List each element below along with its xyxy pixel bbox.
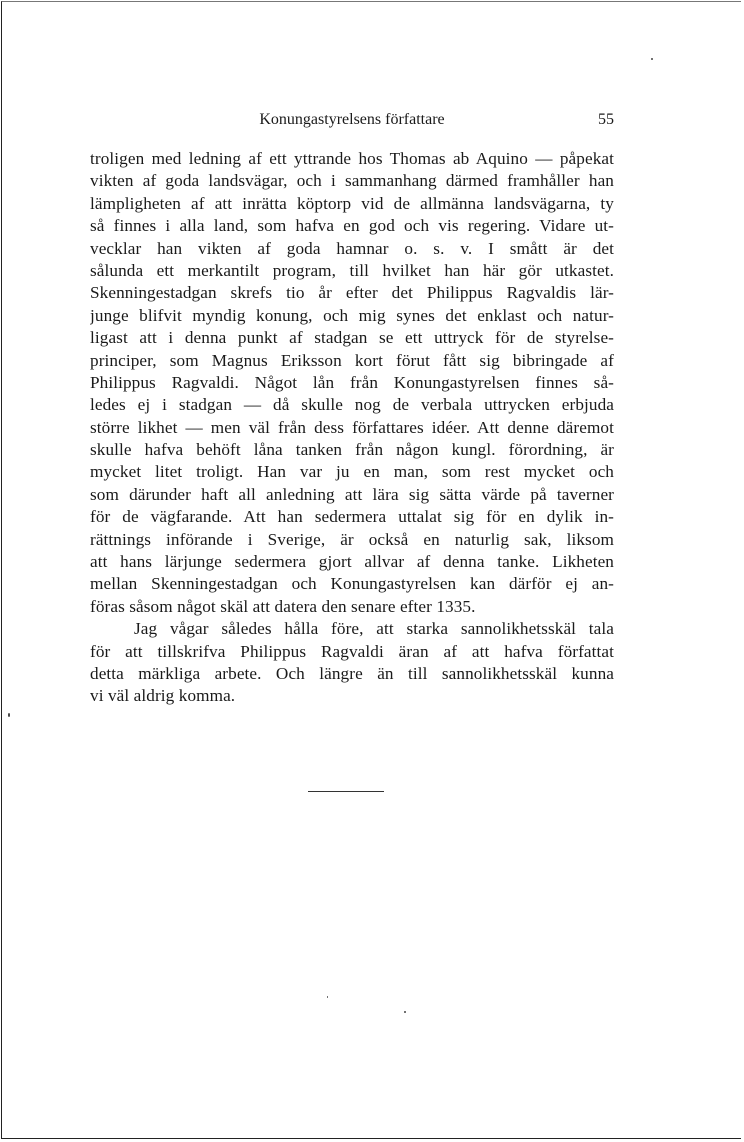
text-line: som därunder haft all anledning att lära sig sätta värde på taverner bbox=[90, 484, 614, 504]
page-header bbox=[90, 111, 614, 133]
text-line: mycket litet troligt. Han var ju en man, som rest mycket och bbox=[90, 462, 614, 482]
body-text bbox=[90, 148, 614, 708]
text-line: vi väl aldrig komma. bbox=[90, 686, 236, 706]
paragraph-1 bbox=[90, 148, 614, 618]
text-line: detta märkliga arbete. Och längre än till sannolikhetsskäl kunna bbox=[90, 663, 614, 683]
text-line: mellan Skenningestadgan och Konungastyrelsen kan därför ej an- bbox=[90, 574, 614, 594]
text-line: ledes ej i stadgan — då skulle nog de verbala uttrycken erbjuda bbox=[90, 395, 614, 415]
scan-speck bbox=[404, 1011, 406, 1013]
text-line: att hans lärjunge sedermera gjort allvar af denna tanke. Likheten bbox=[90, 552, 614, 572]
text-line: junge blifvit myndig konung, och mig synes det enklast och natur- bbox=[90, 305, 614, 325]
text-line: föras såsom något skäl att datera den senare efter 1335. bbox=[90, 596, 476, 616]
scan-speck bbox=[651, 58, 653, 60]
scan-speck bbox=[327, 996, 328, 998]
running-title: Konungastyrelsens författare bbox=[259, 111, 445, 128]
text-line: för att tillskrifva Philippus Ragvaldi äran af att hafva författat bbox=[90, 641, 614, 661]
text-line: ligast att i denna punkt af stadgan se ett uttryck för de styrelse- bbox=[90, 328, 614, 348]
text-line: skulle hafva behöft låna tanken från någon kungl. förordning, är bbox=[90, 440, 614, 460]
text-line: Philippus Ragvaldi. Något lån från Konungastyrelsen finnes så- bbox=[90, 372, 614, 392]
scan-speck bbox=[8, 713, 10, 717]
paragraph-2 bbox=[90, 618, 614, 708]
text-line: Skenningestadgan skrefs tio år efter det Philippus Ragvaldis lär- bbox=[90, 283, 614, 303]
text-line: för de vägfarande. Att han sedermera uttalat sig för en dylik in- bbox=[90, 507, 614, 527]
text-line: så finnes i alla land, som hafva en god och vis regering. Vidare ut- bbox=[90, 216, 614, 236]
text-line: vikten af goda landsvägar, och i sammanhang därmed framhåller han bbox=[90, 171, 614, 191]
text-line: vecklar han vikten af goda hamnar o. s. v. I smått är det bbox=[90, 238, 614, 258]
text-line: troligen med ledning af ett yttrande hos Thomas ab Aquino — påpekat bbox=[90, 149, 614, 168]
text-line: rättnings införande i Sverige, är också en naturlig sak, liksom bbox=[90, 529, 614, 549]
text-line: större likhet — men väl från dess författares idéer. Att denne däremot bbox=[90, 417, 614, 437]
section-end-rule bbox=[308, 791, 384, 792]
page-number: 55 bbox=[598, 111, 614, 128]
text-line: principer, som Magnus Eriksson kort förut fått sig bibringade af bbox=[90, 350, 614, 370]
text-line: lämpligheten af att inrätta köptorp vid de allmänna landsvägarna, ty bbox=[90, 193, 614, 213]
text-line: Jag vågar således hålla före, att starka sannolikhetsskäl tala bbox=[134, 619, 614, 639]
text-line: sålunda ett merkantilt program, till hvilket han här gör utkastet. bbox=[90, 260, 614, 280]
